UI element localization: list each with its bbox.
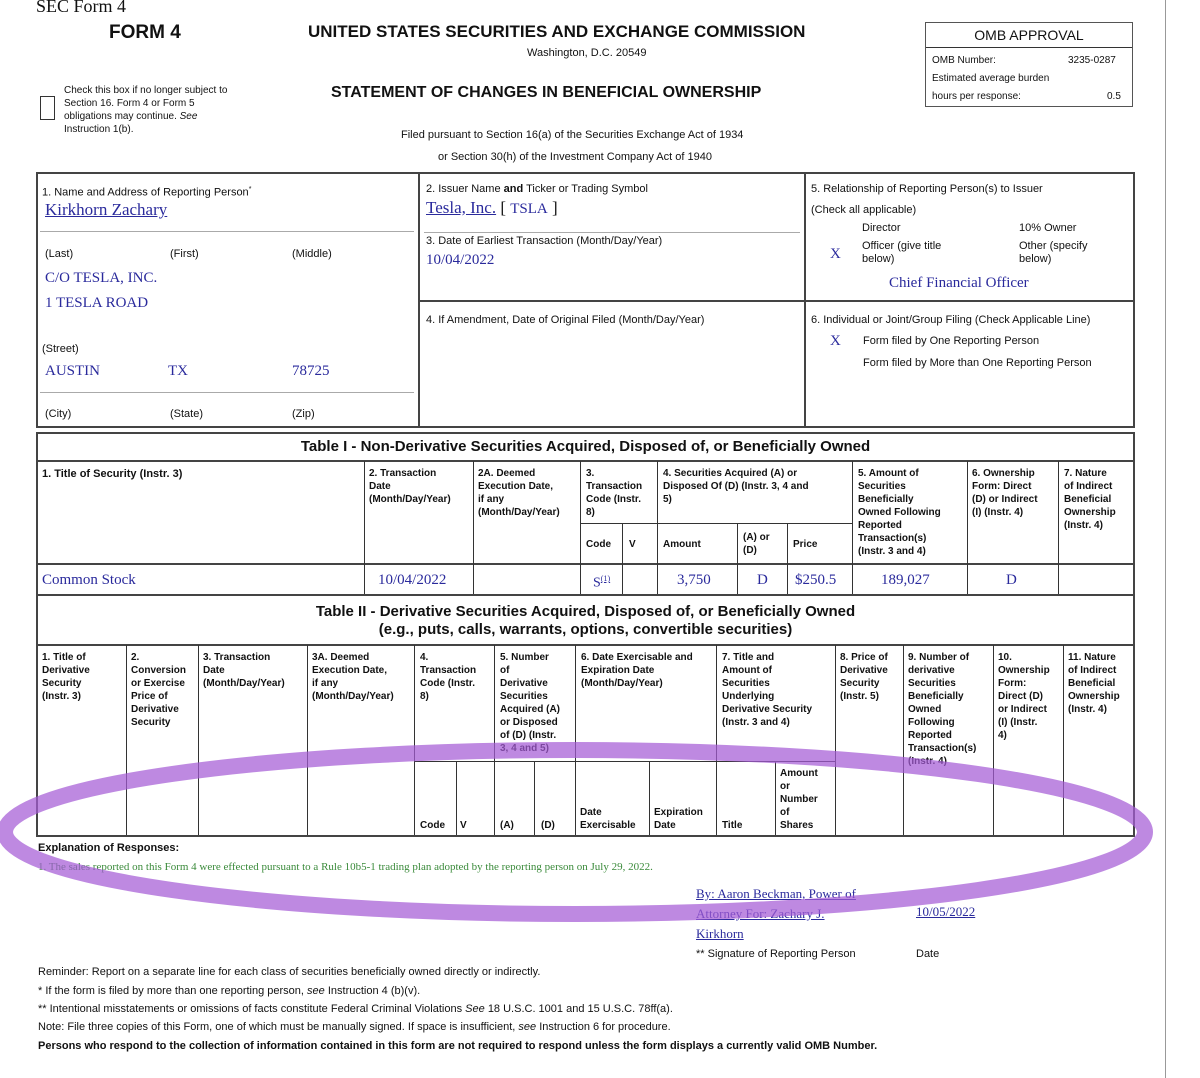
ten-percent-owner-option: 10% Owner <box>1019 222 1077 234</box>
omb-title: OMB APPROVAL <box>974 27 1084 43</box>
t1-row-a-or-d: D <box>757 572 768 588</box>
amendment-label: 4. If Amendment, Date of Original Filed (Month/Day/Year) <box>426 314 705 326</box>
issuer-label: 2. Issuer Name and Ticker or Trading Symbol <box>426 183 648 195</box>
t2-sub-title: Title <box>722 820 743 831</box>
t2-col-conversion-price: 2. Conversion or Exercise Price of Derivative Security <box>131 652 187 728</box>
omb-number: 3235-0287 <box>1068 55 1116 66</box>
agency-title: UNITED STATES SECURITIES AND EXCHANGE COMMISSION <box>308 22 806 41</box>
t1-row-ownership-form: D <box>1006 572 1017 588</box>
t1-row-code: $S^{(1)}$ <box>593 574 611 591</box>
reminder-text: Reminder: Report on a separate line for each class of securities beneficially owned directly or indirectly. <box>38 966 541 978</box>
statement-title: STATEMENT OF CHANGES IN BENEFICIAL OWNERSHIP <box>331 84 762 101</box>
single-star-note: * If the form is filed by more than one reporting person, see Instruction 4 (b)(v). <box>38 985 421 997</box>
t1-sub-a-or-d: (A) or (D) <box>743 532 770 556</box>
relationship-label: 5. Relationship of Reporting Person(s) to Issuer <box>811 183 1043 195</box>
t1-row-security: Common Stock <box>42 572 136 588</box>
t2-col-exercisable-expiration: 6. Date Exercisable and Expiration Date (Month/Day/Year) <box>581 652 693 689</box>
t1-col-amount-owned: 5. Amount of Securities Beneficially Owned Following Reported Transaction(s) (Instr. 3 and 4) <box>858 468 941 557</box>
middle-label: (Middle) <box>292 248 332 260</box>
t2-sub-amount-shares: Amount or Number of Shares <box>780 768 818 831</box>
address-line-2: 1 TESLA ROAD <box>45 295 149 311</box>
t2-col-nature: 11. Nature of Indirect Beneficial Ownership (Instr. 4) <box>1068 652 1120 715</box>
zip-value: 78725 <box>292 363 330 379</box>
t1-col-deemed-date: 2A. Deemed Execution Date, if any (Month/Day/Year) <box>478 468 560 518</box>
t1-col-transaction-code: 3. Transaction Code (Instr. 8) <box>586 468 643 518</box>
t1-row-amount: 3,750 <box>677 572 711 588</box>
t2-col-title: 1. Title of Derivative Security (Instr. 3) <box>42 652 90 702</box>
state-value: TX <box>168 363 188 379</box>
other-option: Other (specify below) <box>1019 240 1088 265</box>
t1-row-date: 10/04/2022 <box>378 572 447 588</box>
t2-col-title-amount: 7. Title and Amount of Securities Underlying Derivative Security (Instr. 3 and 4) <box>722 652 813 728</box>
earliest-date-value: 10/04/2022 <box>426 252 495 268</box>
footnote-1-link[interactable]: (1) <box>600 574 611 583</box>
issuer-name-link[interactable]: Tesla, Inc. <box>426 198 497 217</box>
t1-row-price: $250.5 <box>795 572 837 588</box>
t2-sub-date-exercisable: Date Exercisable <box>580 807 636 831</box>
one-person-check-mark: X <box>830 333 841 349</box>
page-edge <box>1165 0 1166 1078</box>
t2-col-ownership-form: 10. Ownership Form: Direct (D) or Indirect (I) (Instr. 4) <box>998 652 1050 741</box>
first-label: (First) <box>170 248 199 260</box>
table2-title: Table II - Derivative Securities Acquired, Disposed of, or Beneficially Owned (e.g., puts, calls, warrants, options, convertible securities) <box>315 603 856 638</box>
omb-burden: 0.5 <box>1107 91 1121 102</box>
joint-filing-label: 6. Individual or Joint/Group Filing (Check Applicable Line) <box>811 314 1091 326</box>
t2-col-price: 8. Price of Derivative Security (Instr. 5) <box>840 652 888 702</box>
t1-col-securities-acquired: 4. Securities Acquired (A) or Disposed Of (D) (Instr. 3, 4 and 5) <box>663 468 809 505</box>
issuer-name-ticker: Tesla, Inc. [ TSLA ] <box>426 198 558 217</box>
one-person-option: Form filed by One Reporting Person <box>863 335 1040 347</box>
t2-col-deemed-date: 3A. Deemed Execution Date, if any (Month/Day/Year) <box>312 652 394 702</box>
t2-sub-expiration-date: Expiration Date <box>654 807 703 831</box>
table1-title: Table I - Non-Derivative Securities Acquired, Disposed of, or Beneficially Owned <box>300 438 871 455</box>
footnote-1: 1. The sales reported on this Form 4 were effected pursuant to a Rule 10b5-1 trading plan adopted by the reporting person on July 29, 2022. <box>38 861 653 873</box>
zip-label: (Zip) <box>292 408 315 420</box>
check-all-label: (Check all applicable) <box>811 204 917 216</box>
director-option: Director <box>862 222 901 234</box>
t2-sub-disposed: (D) <box>541 820 555 831</box>
t1-col-nature: 7. Nature of Indirect Beneficial Ownership (Instr. 4) <box>1064 468 1116 531</box>
more-persons-option: Form filed by More than One Reporting Person <box>863 357 1092 369</box>
omb-persons-note: Persons who respond to the collection of information contained in this form are not required to respond unless the form displays a currently valid OMB Number. <box>38 1040 878 1052</box>
officer-check-mark: X <box>830 246 841 262</box>
t2-col-transaction-date: 3. Transaction Date (Month/Day/Year) <box>203 652 285 689</box>
omb-burden-label-1: Estimated average burden <box>932 73 1050 84</box>
date-label: Date <box>916 948 940 960</box>
checkbox-instruction: Check this box if no longer subject to Section 16. Form 4 or Form 5 obligations may continue. See Instruction 1(b). <box>64 85 228 135</box>
officer-option: Officer (give title below) <box>862 240 942 265</box>
no-longer-subject-checkbox[interactable] <box>40 96 55 120</box>
signature-label: ** Signature of Reporting Person <box>696 948 856 960</box>
t1-sub-v: V <box>629 539 636 550</box>
t2-sub-code: Code <box>420 820 445 831</box>
t1-col-title: 1. Title of Security (Instr. 3) <box>42 468 183 480</box>
t2-col-number-owned: 9. Number of derivative Securities Beneficially Owned Following Reported Transaction(s) (Instr. 4) <box>908 652 977 767</box>
t2-col-number-derivative: 5. Number of Derivative Securities Acquired (A) or Disposed of (D) (Instr. 3, 4 and 5) <box>500 652 560 754</box>
t2-col-transaction-code: 4. Transaction Code (Instr. 8) <box>420 652 477 702</box>
t1-sub-code: Code <box>586 539 611 550</box>
agency-city: Washington, D.C. 20549 <box>527 47 647 59</box>
reporting-person-label: 1. Name and Address of Reporting Person* <box>42 186 252 199</box>
officer-title: Chief Financial Officer <box>889 275 1029 291</box>
t1-col-transaction-date: 2. Transaction Date (Month/Day/Year) <box>369 468 451 505</box>
signature-link[interactable]: By: Aaron Beckman, Power of Attorney For: Zachary J. Kirkhorn <box>696 886 856 941</box>
street-label: (Street) <box>42 343 79 355</box>
sec-form-label: SEC Form 4 <box>36 0 127 16</box>
form-number: FORM 4 <box>109 22 181 43</box>
last-label: (Last) <box>45 248 74 260</box>
city-value: AUSTIN <box>45 363 100 379</box>
t1-sub-amount: Amount <box>663 539 701 550</box>
reporting-person-name-link[interactable]: Kirkhorn Zachary <box>45 200 168 219</box>
state-label: (State) <box>170 408 204 420</box>
t1-row-owned: 189,027 <box>881 572 930 588</box>
filed-line-2: or Section 30(h) of the Investment Company Act of 1940 <box>438 151 712 163</box>
ticker-symbol: TSLA <box>510 201 548 217</box>
city-label: (City) <box>45 408 72 420</box>
omb-number-label: OMB Number: <box>932 55 996 66</box>
t1-sub-price: Price <box>793 539 818 550</box>
filed-line-1: Filed pursuant to Section 16(a) of the Securities Exchange Act of 1934 <box>401 129 744 141</box>
explanation-label: Explanation of Responses: <box>38 842 180 854</box>
signature-date: 10/05/2022 <box>916 904 976 919</box>
double-star-note: ** Intentional misstatements or omissions of facts constitute Federal Criminal Violations See 18 U.S.C. 1001 and 15 U.S.C. 78ff(a). <box>38 1003 673 1015</box>
t1-col-ownership-form: 6. Ownership Form: Direct (D) or Indirect (I) (Instr. 4) <box>972 468 1038 518</box>
earliest-date-label: 3. Date of Earliest Transaction (Month/Day/Year) <box>426 235 663 247</box>
t2-sub-v: V <box>460 820 467 831</box>
omb-burden-label-2: hours per response: <box>932 91 1021 102</box>
file-copies-note: Note: File three copies of this Form, one of which must be manually signed. If space is insufficient, see Instruction 6 for procedure. <box>38 1021 671 1033</box>
address-line-1: C/O TESLA, INC. <box>45 270 158 286</box>
t2-sub-acquired: (A) <box>500 820 514 831</box>
